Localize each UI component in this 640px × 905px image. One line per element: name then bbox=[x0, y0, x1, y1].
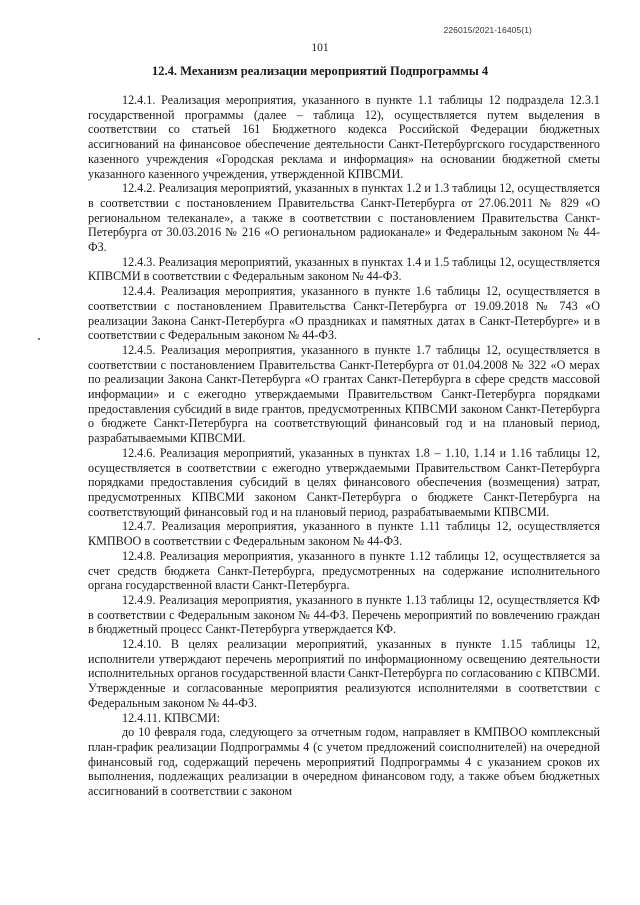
paragraph-12-4-10: 12.4.10. В целях реализации мероприятий, указанных в пункте 1.15 таблицы 12, исполнители утверждают перечень мероприятий по информационному освещению деятельности исполнительных органов государственной власти Санкт-Петербурга по согласованию с КПВСМИ. Утвержденные и согласованные мероприятия реализуются исполнителями в соответствии с Федеральным законом № 44-ФЗ. bbox=[88, 637, 600, 710]
paragraph-12-4-8: 12.4.8. Реализация мероприятия, указанного в пункте 1.12 таблицы 12, осуществляется за счет средств бюджета Санкт-Петербурга, предусмотренных на содержание исполнительного органа государственной власти Санкт-Петербурга. bbox=[88, 548, 600, 593]
paragraph-12-4-6: 12.4.6. Реализация мероприятий, указанных в пунктах 1.8 – 1.10, 1.14 и 1.16 таблицы 12, осуществляется в соответствии с ежегодно утверждаемыми Правительством Санкт-Петербурга порядками предоставления субсидий в целях финансового обеспечения (возмещения) затрат, предусмотренных КПВСМИ законом Санкт-Петербурга о бюджете Санкт-Петербурга на соответствующий финансовый год и на плановый период, разрабатываемыми КПВСМИ. bbox=[88, 445, 600, 519]
paragraph-12-4-2: 12.4.2. Реализация мероприятий, указанных в пунктах 1.2 и 1.3 таблицы 12, осуществляется в соответствии с постановлением Правительства Санкт-Петербурга от 27.06.2011 № 829 «О региональном телеканале», а также в соответствии с постановлением Правительства Санкт-Петербурга от 30.03.2016 № 216 «О региональном радиоканале» и Федеральным законом № 44-ФЗ. bbox=[88, 181, 600, 255]
paragraph-12-4-3: 12.4.3. Реализация мероприятий, указанных в пунктах 1.4 и 1.5 таблицы 12, осуществляется КПВСМИ в соответствии с Федеральным законом № 44-ФЗ. bbox=[88, 254, 600, 284]
paragraph-12-4-4: 12.4.4. Реализация мероприятия, указанного в пункте 1.6 таблицы 12, осуществляется в соответствии с постановлением Правительства Санкт-Петербурга от 19.09.2018 № 743 «О реализации Закона Санкт-Петербурга «О праздниках и памятных датах в Санкт-Петербурге» и в соответствии с Федеральным законом № 44-ФЗ. bbox=[88, 284, 600, 343]
scan-speck bbox=[38, 338, 40, 340]
page-number: 101 bbox=[311, 42, 329, 54]
document-body bbox=[88, 93, 600, 799]
document-registration-number: 226015/2021-16405(1) bbox=[443, 25, 532, 35]
paragraph-12-4-7: 12.4.7. Реализация мероприятия, указанного в пункте 1.11 таблицы 12, осуществляется КМПВОО в соответствии с Федеральным законом № 44-ФЗ. bbox=[88, 519, 600, 549]
paragraph-12-4-11: 12.4.11. КПВСМИ: bbox=[122, 710, 221, 725]
paragraph-12-4-1: 12.4.1. Реализация мероприятия, указанного в пункте 1.1 таблицы 12 подраздела 12.3.1 государственной программы (далее – таблица 12), осуществляется путем выделения в соответствии со статьей 161 Бюджетного кодекса Российской Федерации бюджетных ассигнований на финансовое обеспечение деятельности Санкт-Петербургского государственного казенного учреждения «Городская реклама и информация» на основании бюджетной сметы указанного казенного учреждения, утвержденной КПВСМИ. bbox=[88, 93, 600, 181]
paragraph-12-4-5: 12.4.5. Реализация мероприятия, указанного в пункте 1.7 таблицы 12, осуществляется в соответствии с постановлением Правительства Санкт-Петербурга от 01.04.2008 № 322 «О мерах по реализации Закона Санкт-Петербурга «О грантах Санкт-Петербурга в сфере средств массовой информации» и с ежегодно утверждаемыми Правительством Санкт-Петербурга порядками предоставления субсидий в виде грантов, предусмотренных КПВСМИ законом Санкт-Петербурга о бюджете Санкт-Петербурга на соответствующий финансовый год и на плановый период, разрабатываемыми КПВСМИ. bbox=[88, 342, 600, 446]
paragraph-12-4-9: 12.4.9. Реализация мероприятия, указанного в пункте 1.13 таблицы 12, осуществляется КФ в соответствии с Федеральным законом № 44-ФЗ. Перечень мероприятий по вовлечению граждан в бюджетный процесс Санкт-Петербурга утверждается КФ. bbox=[88, 592, 600, 637]
paragraph-12-4-11-item: до 10 февраля года, следующего за отчетным годом, направляет в КМПВОО комплексный план-график реализации Подпрограммы 4 (с учетом предложений соисполнителей) на очередной финансовый год, содержащий перечень мероприятий Подпрограммы 4 с указанием сроков их выполнения, подлежащих реализации в очередном финансовом году, а также объем бюджетных ассигнований в соответствии с законом bbox=[88, 725, 600, 799]
section-heading: 12.4. Механизм реализации мероприятий Подпрограммы 4 bbox=[151, 64, 489, 78]
